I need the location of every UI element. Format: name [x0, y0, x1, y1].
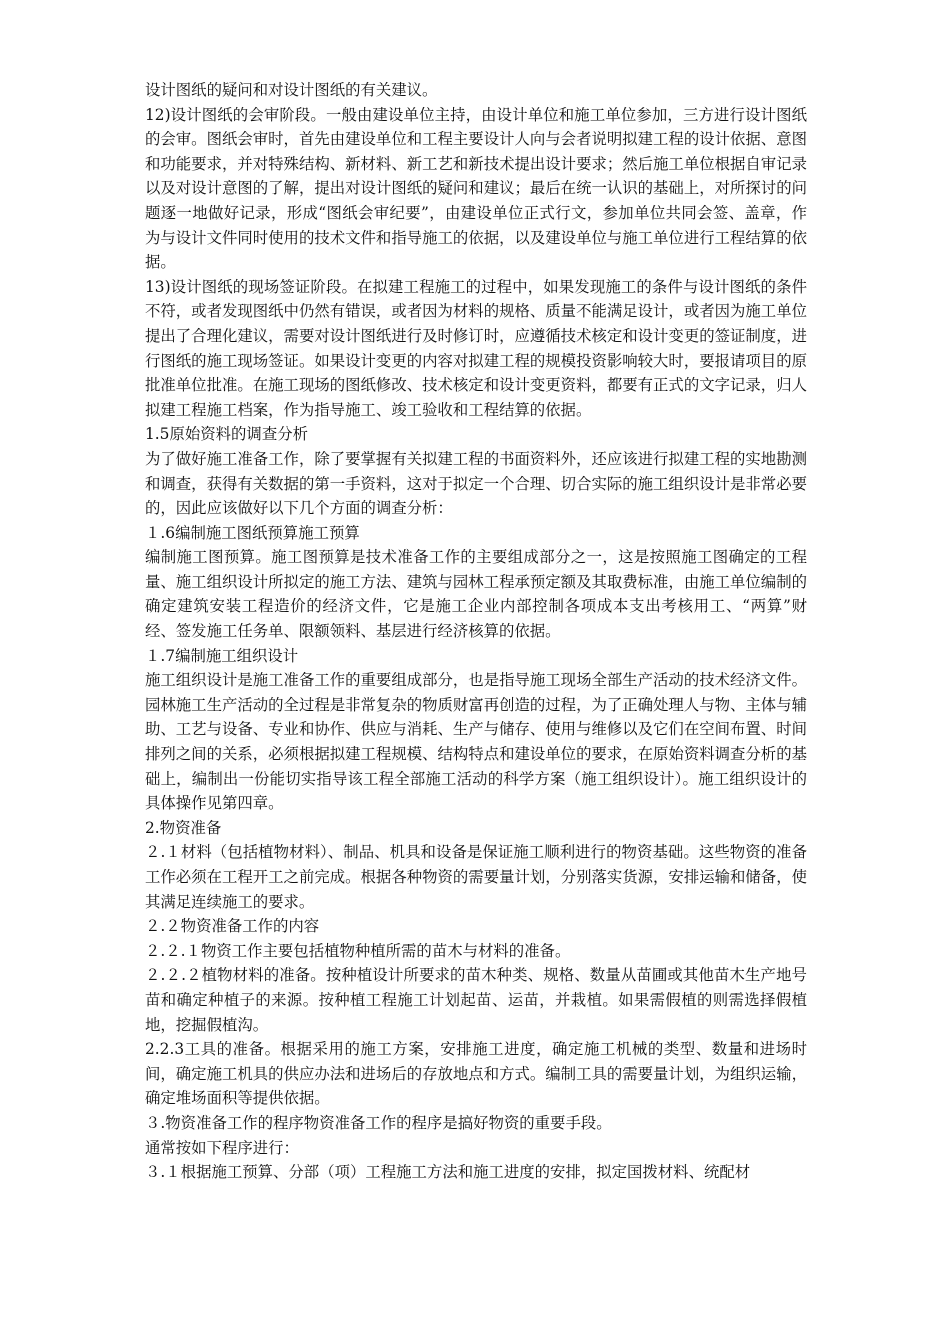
- paragraph-2-1: ２.１材料（包括植物材料）、制品、机具和设备是保证施工顺利进行的物资基础。这些物资的准备工作必须在工程开工之前完成。根据各种物资的需要量计划，分别落实货源，安排运输和储备，使其满足连续施工的要求。: [145, 843, 807, 911]
- paragraph-3-1: ３.１根据施工预算、分部（项）工程施工方法和施工进度的安排，拟定国拨材料、统配材: [145, 1163, 751, 1182]
- paragraph-drawing-review: 12)设计图纸的会审阶段。一般由建设单位主持，由设计单位和施工单位参加，三方进行设计图纸的会审。图纸会审时，首先由建设单位和工程主要设计人向与会者说明拟建工程的设计依据、意图和功能要求，并对特殊结构、新材料、新工艺和新技术提出设计要求；然后施工单位根据自审记录以及对设计意图的了解，提出对设计图纸的疑问和建议；最后在统一认识的基础上，对所探讨的问题逐一地做好记录，形成“图纸会审纪要”，由建设单位正式行文，参加单位共同会签、盖章，作为与设计文件同时使用的技术文件和指导施工的依据，以及建设单位与施工单位进行工程结算的依据。: [145, 105, 807, 272]
- heading-1-6: １.6编制施工图纸预算施工预算: [145, 523, 360, 542]
- paragraph-2-2-1: ２.２.１物资工作主要包括植物种植所需的苗木与材料的准备。: [145, 941, 571, 960]
- paragraph-2-2-3: 2.2.3工具的准备。根据采用的施工方案，安排施工进度，确定施工机械的类型、数量和进场时间，确定施工机具的供应办法和进场后的存放地点和方式。编制工具的需要量计划，为组织运输，确定堆场面积等提供依据。: [145, 1040, 807, 1108]
- paragraph-budget: 编制施工图预算。施工图预算是技术准备工作的主要组成部分之一，这是按照施工图确定的工程量、施工组织设计所拟定的施工方法、建筑与园林工程承预定额及其取费标准，由施工单位编制的确定建筑安装工程造价的经济文件，它是施工企业内部控制各项成本支出考核用工、“两算”财经、签发施工任务单、限额领料、基层进行经济核算的依据。: [145, 548, 807, 641]
- paragraph-3: ３.物资准备工作的程序物资准备工作的程序是搞好物资的重要手段。: [145, 1113, 612, 1132]
- heading-2-2: ２.２物资准备工作的内容: [145, 917, 320, 936]
- paragraph-survey: 为了做好施工准备工作，除了要掌握有关拟建工程的书面资料外，还应该进行拟建工程的实地勘测和调查，获得有关数据的第一手资料，这对于拟定一个合理、切合实际的施工组织设计是非常必要的，因此应该做好以下几个方面的调查分析：: [145, 449, 807, 518]
- paragraph-continuation: 设计图纸的疑问和对设计图纸的有关建议。: [145, 81, 438, 99]
- paragraph-organization-design: 施工组织设计是施工准备工作的重要组成部分，也是指导施工现场全部生产活动的技术经济文件。园林施工生产活动的全过程是非常复杂的物质财富再创造的过程，为了正确处理人与物、主体与辅助、工艺与设备、专业和协作、供应与消耗、生产与储存、使用与维修以及它们在空间布置、时间排列之间的关系，必须根据拟建工程规模、结构特点和建设单位的要求，在原始资料调查分析的基础上，编制出一份能切实指导该工程全部施工活动的科学方案（施工组织设计）。施工组织设计的具体操作见第四章。: [145, 671, 807, 813]
- heading-2: 2.物资准备: [145, 818, 222, 837]
- paragraph-procedure: 通常按如下程序进行：: [145, 1138, 299, 1157]
- paragraph-site-visa: 13)设计图纸的现场签证阶段。在拟建工程施工的过程中，如果发现施工的条件与设计图纸的条件不符，或者发现图纸中仍然有错误，或者因为材料的规格、质量不能满足设计，或者因为施工单位提出了合理化建议，需要对设计图纸进行及时修订时，应遵循技术核定和设计变更的签证制度，进行图纸的施工现场签证。如果设计变更的内容对拟建工程的规模投资影响较大时，要报请项目的原批准单位批准。在施工现场的图纸修改、技术核定和设计变更资料，都要有正式的文字记录，归人拟建工程施工档案，作为指导施工、竣工验收和工程结算的依据。: [145, 277, 807, 419]
- paragraph-2-2-2: ２.２.２植物材料的准备。按种植设计所要求的苗木种类、规格、数量从苗圃或其他苗木生产地号苗和确定种植子的来源。按种植工程施工计划起苗、运苗，并栽植。如果需假植的则需选择假植地，挖掘假植沟。: [145, 966, 807, 1034]
- document-page: [145, 78, 807, 1185]
- heading-1-5: 1.5原始资料的调查分析: [145, 425, 308, 444]
- heading-1-7: １.7编制施工组织设计: [145, 646, 299, 665]
